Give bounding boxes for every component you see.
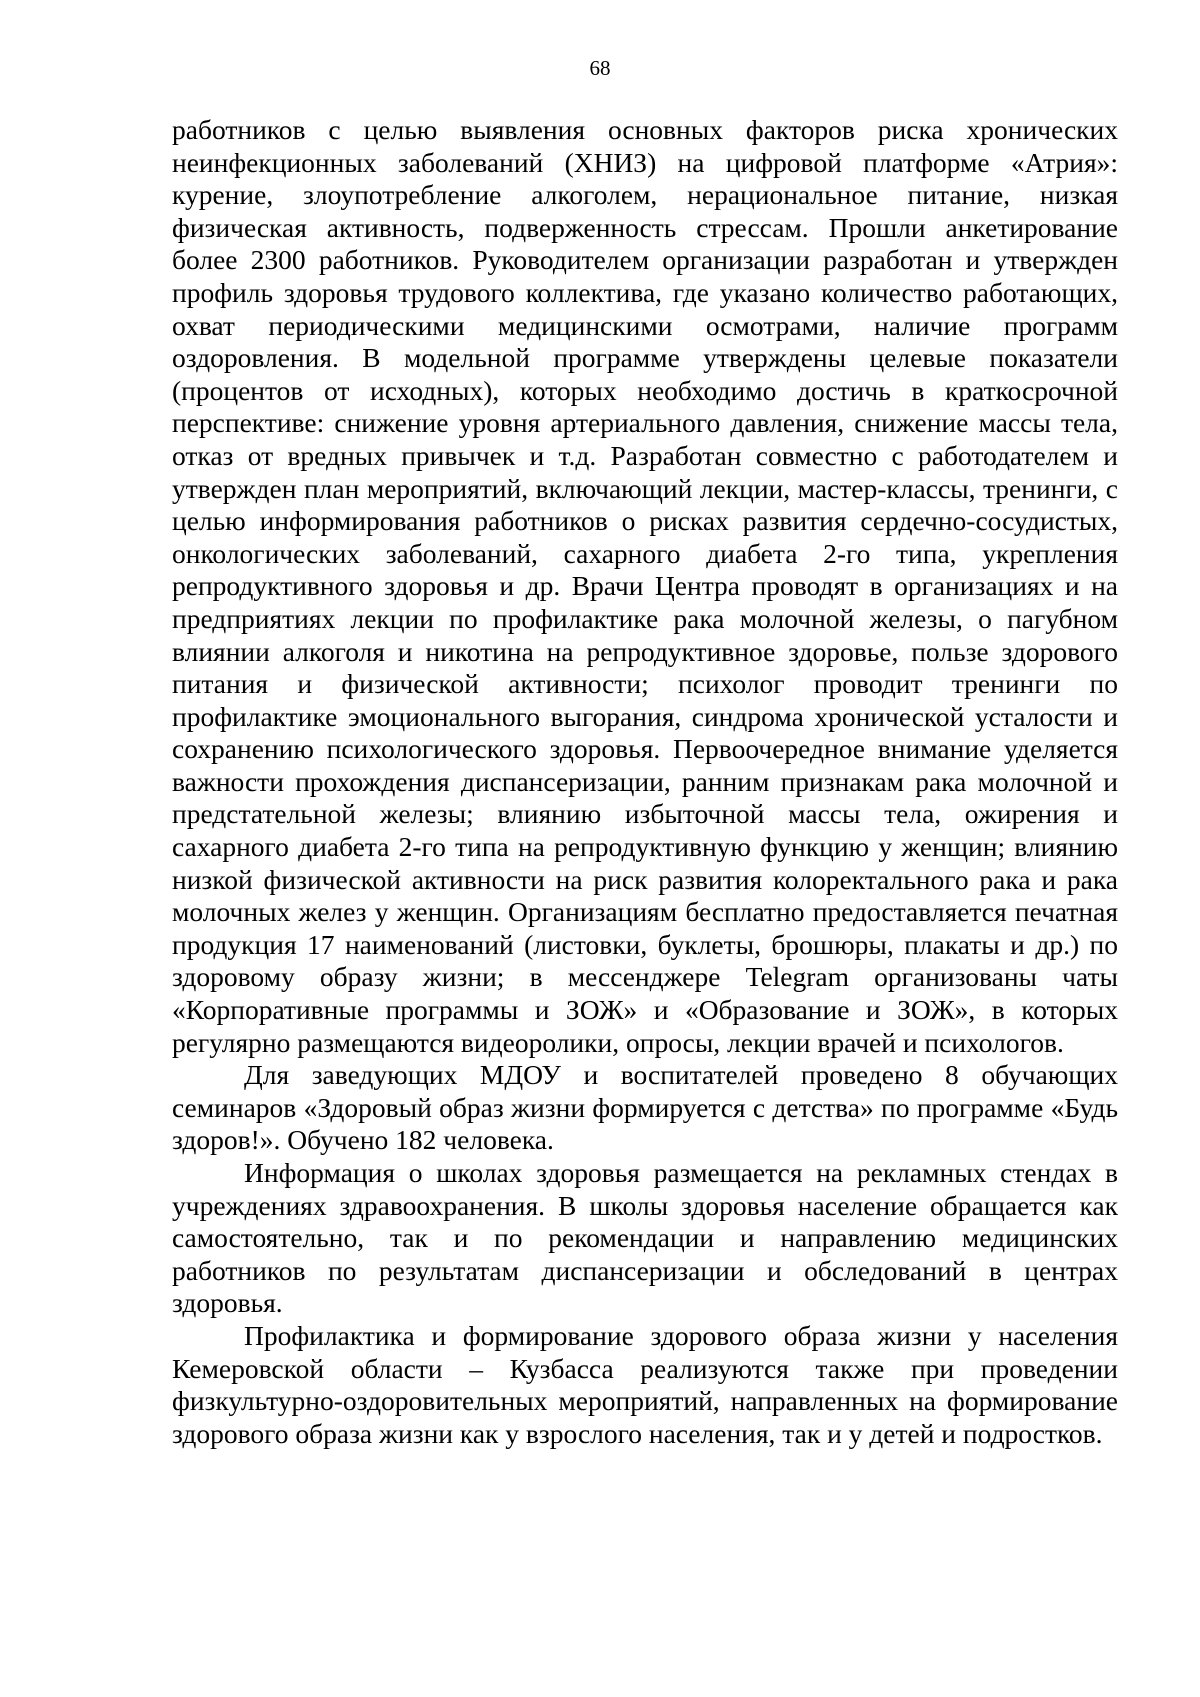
page-number: 68 xyxy=(589,56,611,80)
paragraph-seminars: Для заведующих МДОУ и воспитателей проведено 8 обучающих семинаров «Здоровый образ жизни формируется с детства» по программе «Будь здоров!». Обучено 182 человека. xyxy=(172,1059,1118,1156)
paragraph-prevention: Профилактика и формирование здорового образа жизни у населения Кемеровской области – Кузбасса реализуются также при проведении физкультурно-оздоровительных мероприятий, направленных на формирование здорового образа жизни как у взрослого населения, так и у детей и подростков. xyxy=(172,1319,1118,1449)
paragraph-continuation: работников с целью выявления основных факторов риска хронических неинфекционных заболеваний (ХНИЗ) на цифровой платформе «Атрия»: курение, злоупотребление алкоголем, нерациональное питание, низкая физическая активность, подверженность стрессам. Прошли анкетирование более 2300 работников. Руководителем организации разработан и утвержден профиль здоровья трудового коллектива, где указано количество работающих, охват периодическими медицинскими осмотрами, наличие программ оздоровления. В модельной программе утверждены целевые показатели (процентов от исходных), которых необходимо достичь в краткосрочной перспективе: снижение уровня артериального давления, снижение массы тела, отказ от вредных привычек и т.д. Разработан совместно с работодателем и утвержден план мероприятий, включающий лекции, мастер-классы, тренинги, с целью информирования работников о рисках развития сердечно-сосудистых, онкологических заболеваний, сахарного диабета 2-го типа, укрепления репродуктивного здоровья и др. Врачи Центра проводят в организациях и на предприятиях лекции по профилактике рака молочной железы, о пагубном влиянии алкоголя и никотина на репродуктивное здоровье, пользе здорового питания и физической активности; психолог проводит тренинги по профилактике эмоционального выгорания, синдрома хронической усталости и сохранению психологического здоровья. Первоочередное внимание уделяется важности прохождения диспансеризации, ранним признакам рака молочной и предстательной железы; влиянию избыточной массы тела, ожирения и сахарного диабета 2-го типа на репродуктивную функцию у женщин; влиянию низкой физической активности на риск развития колоректального рака и рака молочных желез у женщин. Организациям бесплатно предоставляется печатная продукция 17 наименований (листовки, буклеты, брошюры, плакаты и др.) по здоровому образу жизни; в мессенджере Telegram организованы чаты «Корпоративные программы и ЗОЖ» и «Образование и ЗОЖ», в которых регулярно размещаются видеоролики, опросы, лекции врачей и психологов. xyxy=(172,114,1118,1058)
paragraph-health-schools: Информация о школах здоровья размещается на рекламных стендах в учреждениях здравоохранения. В школы здоровья население обращается как самостоятельно, так и по рекомендации и направлению медицинских работников по результатам диспансеризации и обследований в центрах здоровья. xyxy=(172,1157,1118,1319)
document-body xyxy=(172,114,1118,1450)
